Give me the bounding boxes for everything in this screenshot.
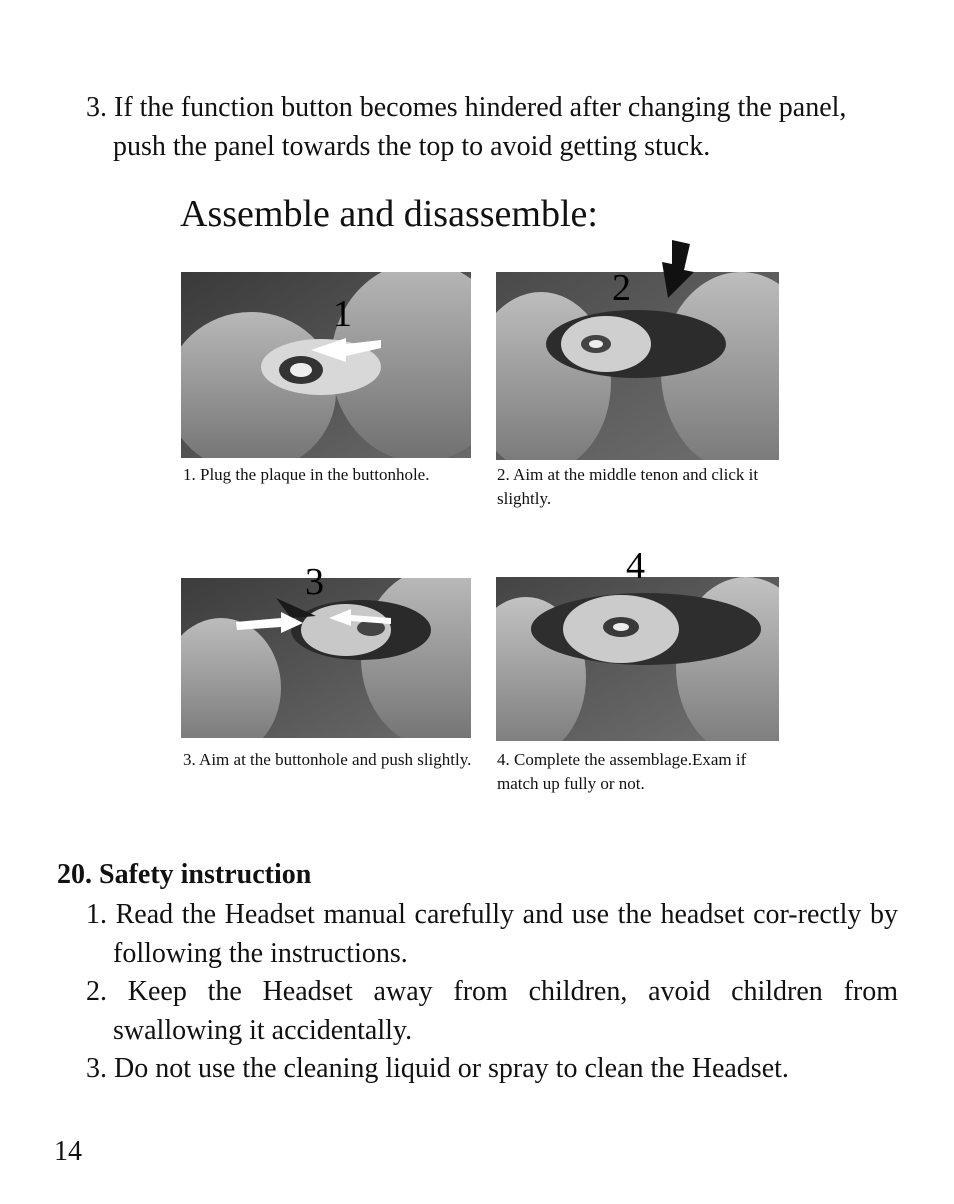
safety-list	[86, 896, 898, 1089]
step-number-4: 4	[626, 545, 645, 587]
safety-item-1: 1. Read the Headset manual carefully and use the headset cor-rectly by following the instructions.	[86, 899, 898, 969]
caption-step-4: 4. Complete the assemblage.Exam if match up fully or not.	[497, 750, 747, 793]
photo-step-4	[496, 577, 779, 741]
safety-item-3: 3. Do not use the cleaning liquid or spray to clean the Headset.	[86, 1053, 789, 1084]
caption-step-3: 3. Aim at the buttonhole and push slightly.	[183, 750, 472, 769]
safety-heading: 20. Safety instruction	[57, 859, 312, 890]
arrow-down-icon	[658, 240, 698, 300]
step-number-1: 1	[333, 293, 352, 335]
intro-step-3	[86, 88, 886, 166]
safety-item-2: 2. Keep the Headset away from children, avoid children from swallowing it accidentally.	[86, 976, 898, 1046]
photo-step-1	[181, 272, 471, 458]
photo-step-3	[181, 578, 471, 738]
intro-step-text: 3. If the function button becomes hindered after changing the panel, push the panel towards the top to avoid getting stuck.	[86, 92, 847, 162]
step-number-2: 2	[612, 267, 631, 309]
caption-step-2: 2. Aim at the middle tenon and click it slightly.	[497, 465, 759, 508]
page-number: 14	[54, 1136, 82, 1167]
step-number-3: 3	[305, 561, 324, 603]
assemble-title: Assemble and disassemble:	[180, 193, 598, 235]
photo-step-2	[496, 272, 779, 460]
caption-step-1: 1. Plug the plaque in the buttonhole.	[183, 465, 430, 484]
